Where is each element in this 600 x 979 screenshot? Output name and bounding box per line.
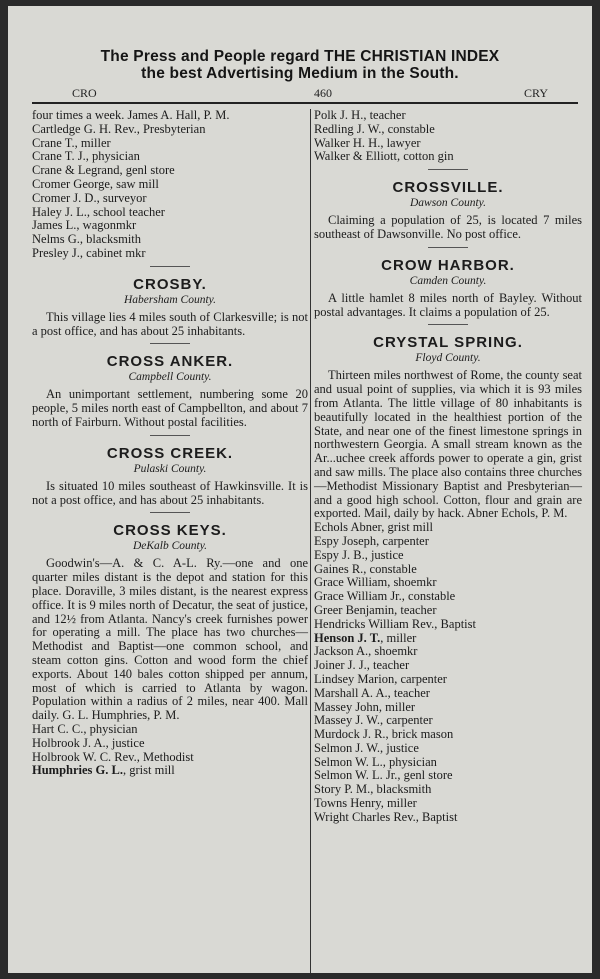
- listing-name-bold: Humphries G. L.: [32, 764, 123, 778]
- county-name: Habersham County.: [124, 293, 216, 306]
- listing-entry: Hendricks William Rev., Baptist: [314, 617, 476, 631]
- left-column: [32, 109, 308, 778]
- listing-entry: Massey John, miller: [314, 700, 416, 714]
- listing-entry: Story P. M., blacksmith: [314, 783, 432, 797]
- running-head-right: CRY: [523, 86, 548, 100]
- place-heading-crystal-spring: CRYSTAL SPRING.: [373, 334, 523, 352]
- listing-entry: Cromer J. D., surveyor: [32, 191, 147, 205]
- listing-entry: Wright Charles Rev., Baptist: [314, 810, 458, 824]
- listing-entry: Walker & Elliott, cotton gin: [314, 150, 454, 164]
- listing-entry: Walker H. H., lawyer: [314, 136, 421, 150]
- listing-entry: [32, 764, 308, 778]
- place-description: An unimportant settlement, numbering some 20 people, 5 miles north east of Campbellton, and about 7 north of Fairburn. Without postal facilities.: [32, 387, 308, 429]
- place-heading-cross-creek: CROSS CREEK.: [106, 444, 234, 462]
- listing-entry: Espy J. B., justice: [314, 548, 404, 562]
- listing-entry: Nelms G., blacksmith: [32, 233, 142, 247]
- listing-entry: Grace William Jr., constable: [314, 590, 456, 604]
- right-column: [314, 109, 582, 825]
- running-head-left: CRO: [72, 86, 97, 100]
- listing-entry: Hart C. C., physician: [32, 722, 138, 736]
- listing-entry: Massey J. W., carpenter: [314, 714, 433, 728]
- banner-line-2: the best Advertising Medium in the South.: [141, 65, 459, 82]
- place-heading-cross-keys: CROSS KEYS.: [113, 522, 227, 540]
- listing-entry: Crane T. J., physician: [32, 150, 140, 164]
- page-number: 460: [314, 86, 332, 100]
- place-heading-crossville: CROSSVILLE.: [392, 179, 504, 197]
- directory-page: [8, 6, 592, 973]
- listing-entry: Echols Abner, grist mill: [314, 521, 433, 535]
- listing-entry: Holbrook W. C. Rev., Methodist: [32, 750, 194, 764]
- place-heading-cross-anker: CROSS ANKER.: [106, 353, 234, 371]
- running-head: [32, 84, 578, 104]
- listing-entry: [314, 632, 582, 646]
- listing-entry: Espy Joseph, carpenter: [314, 534, 429, 548]
- column-divider: [310, 109, 311, 973]
- place-description: This village lies 4 miles south of Clarkesville; is not a post office, and has about 25 inhabitants.: [32, 309, 308, 338]
- place-description: Claiming a population of 25, is located 7 miles southeast of Dawsonville. No post office.: [314, 213, 582, 241]
- county-name: Campbell County.: [128, 371, 212, 384]
- county-name: Floyd County.: [415, 352, 481, 365]
- listing-entry: Jackson A., shoemkr: [314, 645, 418, 659]
- county-name: Camden County.: [409, 274, 487, 287]
- listing-entry: Selmon J. W., justice: [314, 741, 419, 755]
- place-description: Goodwin's—A. & C. A-L. Ry.—one and one quarter miles distant is the depot and station for this place. Doraville, 3 miles distant, is the nearest express office. It is 9 miles north of Decatur, the seat of justice, and 12½ from Atlanta. Nancy's creek furnishes power for operating a mill. The place has two churches—Methodist and Baptist—one common school, and steam cotton gins. Cotton and wood form the chief exports. About 140 bales cotton shipped per annum, most of which is carried to Atlanta by wagon. Population within a radius of 2 miles, near 400. Mall daily. G. L. Humphries, P. M.: [32, 556, 308, 723]
- section-rule: [150, 435, 190, 436]
- listing-entry: James L., wagonmkr: [32, 219, 137, 233]
- place-heading-crosby: CROSBY.: [133, 275, 207, 293]
- listing-entry: Selmon W. L. Jr., genl store: [314, 769, 453, 783]
- county-name: Dawson County.: [409, 197, 487, 210]
- listing-entry: Towns Henry, miller: [314, 797, 417, 811]
- section-rule: [150, 266, 190, 267]
- section-rule: [150, 512, 190, 513]
- county-name: DeKalb County.: [132, 540, 208, 553]
- place-description: Is situated 10 miles southeast of Hawkinsville. It is not a post office, and has about 25 inhabitants.: [32, 478, 308, 507]
- place-description: Thirteen miles northwest of Rome, the county seat and usual point of supplies, via which it is 93 miles from Atlanta. The little village of 80 inhabitants is beautifully located in the healthiest portion of the State, and near one of the finest limestone springs in northwestern Georgia. A small stream known as the Ar...uchee creek affords power to operate a gin, grist and saw mills. The place also contains three churches—Methodist Missionary Baptist and Presbyterian—and a good high school. Cotton, flour and grain are exported. Mail, daily by hack. Abner Echols, P. M.: [314, 368, 582, 521]
- listing-trade: , grist mill: [123, 764, 175, 778]
- listing-entry: Marshall A. A., teacher: [314, 686, 430, 700]
- listing-entry: Presley J., cabinet mkr: [32, 246, 146, 260]
- listing-entry: Cromer George, saw mill: [32, 177, 159, 191]
- listing-name-bold: Henson J. T.: [314, 631, 381, 645]
- listing-entry: Gaines R., constable: [314, 562, 417, 576]
- listing-entry: Redling J. W., constable: [314, 122, 435, 136]
- listing-entry: Holbrook J. A., justice: [32, 736, 145, 750]
- section-rule: [428, 169, 468, 170]
- listing-entry: four times a week. James A. Hall, P. M.: [32, 109, 230, 122]
- section-rule: [428, 324, 468, 325]
- place-heading-crow-harbor: CROW HARBOR.: [381, 256, 515, 274]
- listing-entry: Murdock J. R., brick mason: [314, 728, 454, 742]
- listing-entry: Polk J. H., teacher: [314, 109, 406, 122]
- section-rule: [150, 343, 190, 344]
- listing-entry: Selmon W. L., physician: [314, 755, 437, 769]
- section-rule: [428, 247, 468, 248]
- county-name: Pulaski County.: [133, 462, 207, 475]
- listing-entry: Grace William, shoemkr: [314, 576, 437, 590]
- place-description: A little hamlet 8 miles north of Bayley. Without postal advantages. It claims a population of 25.: [314, 290, 582, 319]
- listing-entry: Greer Benjamin, teacher: [314, 603, 437, 617]
- listing-entry: Crane T., miller: [32, 136, 111, 150]
- advertising-banner: [8, 6, 592, 82]
- columns: [32, 109, 582, 973]
- listing-entry: Haley J. L., school teacher: [32, 205, 165, 219]
- listing-entry: Joiner J. J., teacher: [314, 659, 410, 673]
- listing-trade: , miller: [380, 631, 417, 645]
- listing-entry: Crane & Legrand, genl store: [32, 164, 175, 178]
- banner-line-1: The Press and People regard THE CHRISTIAN INDEX: [100, 48, 500, 65]
- listing-entry: Lindsey Marion, carpenter: [314, 672, 447, 686]
- listing-entry: Cartledge G. H. Rev., Presbyterian: [32, 122, 206, 136]
